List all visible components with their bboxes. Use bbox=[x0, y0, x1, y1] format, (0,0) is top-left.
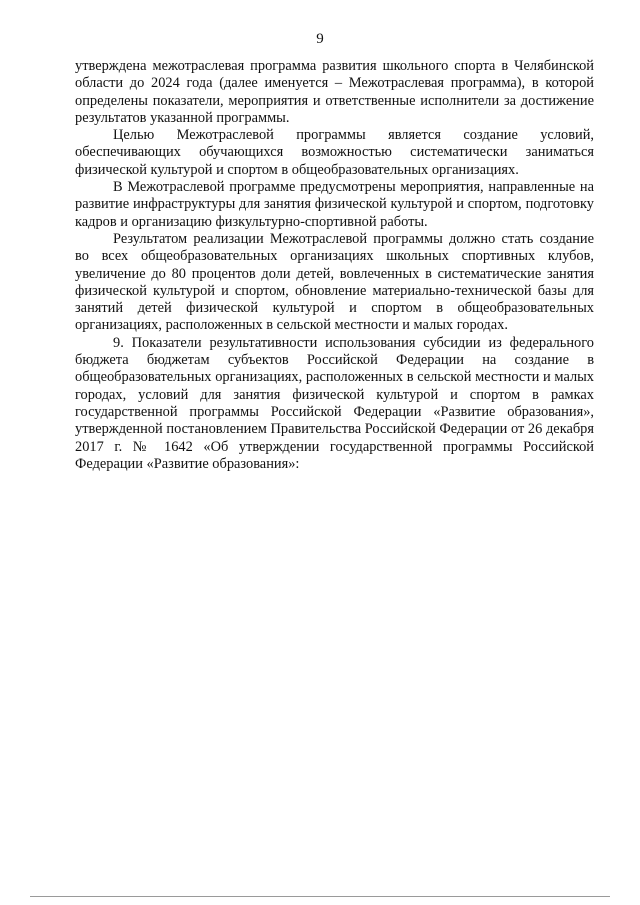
paragraph-continuation: утверждена межотраслевая программа развития школьного спорта в Челябинской области до 2024 года (далее именуется – Межотраслевая программа), в которой определены показатели, мероприятия и ответственные исполнители за достижение результатов указанной программы. bbox=[75, 58, 594, 126]
paragraph-goal: Целью Межотраслевой программы является создание условий, обеспечивающих обучающихся возможностью систематически заниматься физической культурой и спортом в общеобразовательных организациях. bbox=[75, 127, 594, 178]
page-number: 9 bbox=[316, 31, 324, 47]
paragraph-indicators: 9. Показатели результативности использования субсидии из федерального бюджета бюджетам субъектов Российской Федерации на создание в общеобразовательных организациях, расположенных в сельской местности и малых городах, условий для занятия физической культурой и спортом в рамках государственной программы Российской Федерации «Развитие образования», утвержденной постановлением Правительства Российской Федерации от 26 декабря 2017 г. № 1642 «Об утверждении государственной программы Российской Федерации «Развитие образования»: bbox=[75, 334, 594, 472]
document-body bbox=[75, 58, 594, 473]
paragraph-result: Результатом реализации Межотраслевой программы должно стать создание во всех общеобразовательных организациях школьных спортивных клубов, увеличение до 80 процентов доли детей, вовлеченных в систематические занятия физической культурой и спортом, обновление материально-технической базы для занятий детей физической культурой и спортом в общеобразовательных организациях, расположенных в сельской местности и малых городах. bbox=[75, 230, 594, 334]
paragraph-measures: В Межотраслевой программе предусмотрены мероприятия, направленные на развитие инфраструктуры для занятия физической культурой и спортом, подготовку кадров и организацию физкультурно-спортивной работы. bbox=[75, 179, 594, 230]
page-bottom-edge bbox=[30, 896, 610, 897]
